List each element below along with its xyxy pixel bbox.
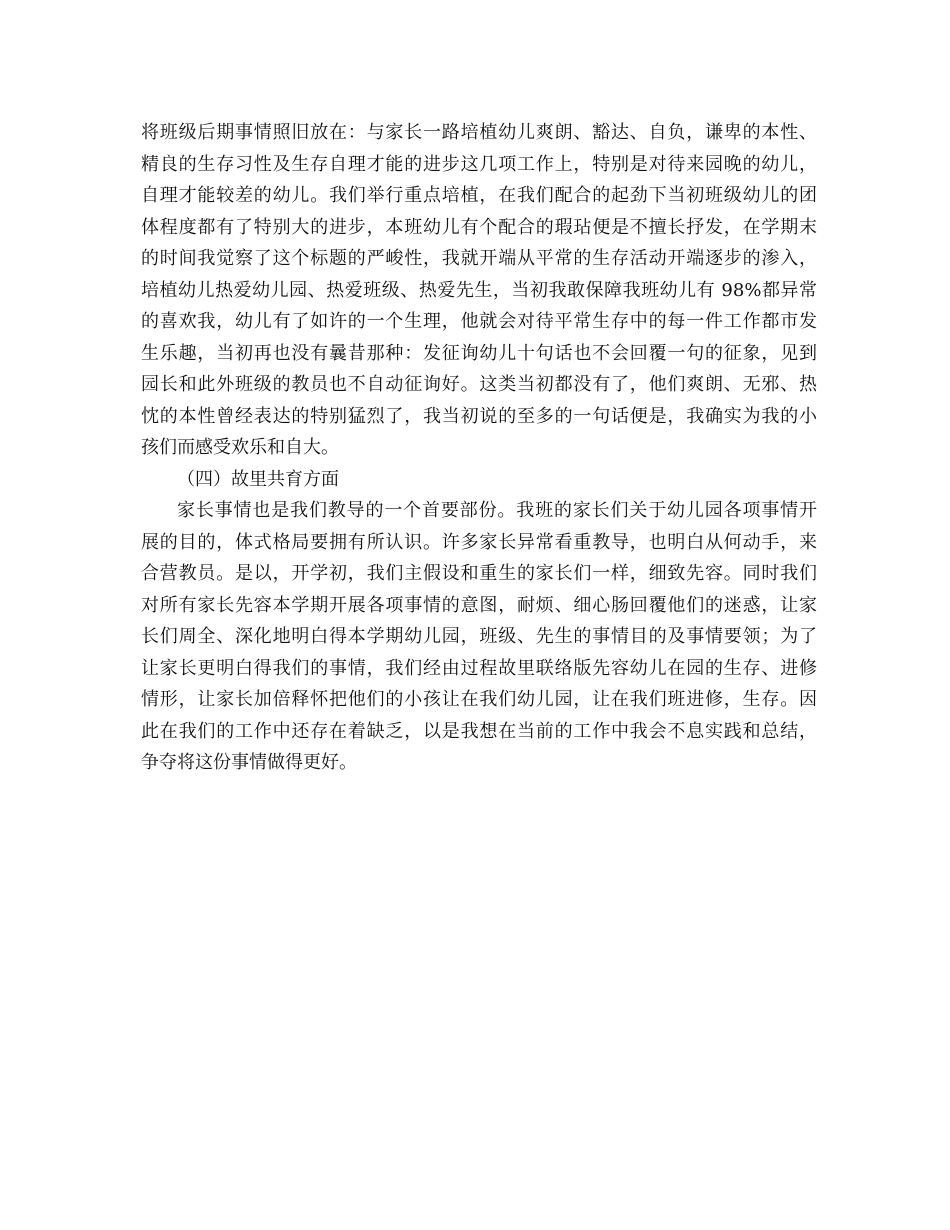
text-line: 此在我们的工作中还存在着缺乏，以是我想在当前的工作中我会不息实践和总结，	[141, 720, 817, 742]
text-line: 展的目的，体式格局要拥有所认识。许多家长异常看重教导，也明白从何动手，来	[141, 531, 817, 553]
document-body	[141, 117, 817, 779]
text-line: 合营教员。是以，开学初，我们主假设和重生的家长们一样，细致先容。同时我们	[141, 563, 817, 584]
text-line: 的喜欢我，幼儿有了如许的一个生理，他就会对待平常生存中的每一件工作都市发	[141, 311, 817, 332]
text-line: 家长事情也是我们教导的一个首要部份。我班的家长们关于幼儿园各项事情开	[177, 500, 817, 521]
section-heading: （四）故里共育方面	[177, 468, 339, 490]
text-line: 培植幼儿热爱幼儿园、热爱班级、热爱先生，当初我敢保障我班幼儿有 98%都异常	[141, 279, 817, 301]
paragraph-class-work	[141, 117, 817, 464]
text-line: 对所有家长先容本学期开展各项事情的意图，耐烦、细心肠回覆他们的迷惑，让家	[141, 594, 817, 616]
text-line: 精良的生存习性及生存自理才能的进步这几项工作上，特别是对待来园晚的幼儿，	[141, 153, 817, 175]
text-line: 忱的本性曾经表达的特别猛烈了，我当初说的至多的一句话便是，我确实为我的小	[141, 405, 817, 427]
paragraph-home-school	[141, 495, 817, 779]
text-line: 让家长更明白得我们的事情，我们经由过程故里联络版先容幼儿在园的生存、进修	[141, 657, 817, 679]
text-line: 的时间我觉察了这个标题的严峻性，我就开端从平常的生存活动开端逐步的渗入，	[141, 248, 817, 269]
text-line: 争夺将这份事情做得更好。	[141, 752, 357, 773]
text-line: 孩们而感受欢乐和自大。	[141, 437, 339, 458]
text-line: 体程度都有了特别大的进步，本班幼儿有个配合的瑕玷便是不擅长抒发，在学期末	[141, 216, 817, 238]
text-line: 情形，让家长加倍释怀把他们的小孩让在我们幼儿园，让在我们班进修，生存。因	[141, 689, 817, 710]
text-line: 园长和此外班级的教员也不自动征询好。这类当初都没有了，他们爽朗、无邪、热	[141, 374, 817, 395]
text-line: 将班级后期事情照旧放在：与家长一路培植幼儿爽朗、豁达、自负，谦卑的本性、	[141, 122, 817, 143]
text-line: 生乐趣，当初再也没有曩昔那种：发征询幼儿十句话也不会回覆一句的征象，见到	[141, 342, 817, 364]
text-line: 长们周全、深化地明白得本学期幼儿园，班级、先生的事情目的及事情要领；为了	[141, 626, 817, 647]
text-line: 自理才能较差的幼儿。我们举行重点培植，在我们配合的起劲下当初班级幼儿的团	[141, 185, 817, 206]
